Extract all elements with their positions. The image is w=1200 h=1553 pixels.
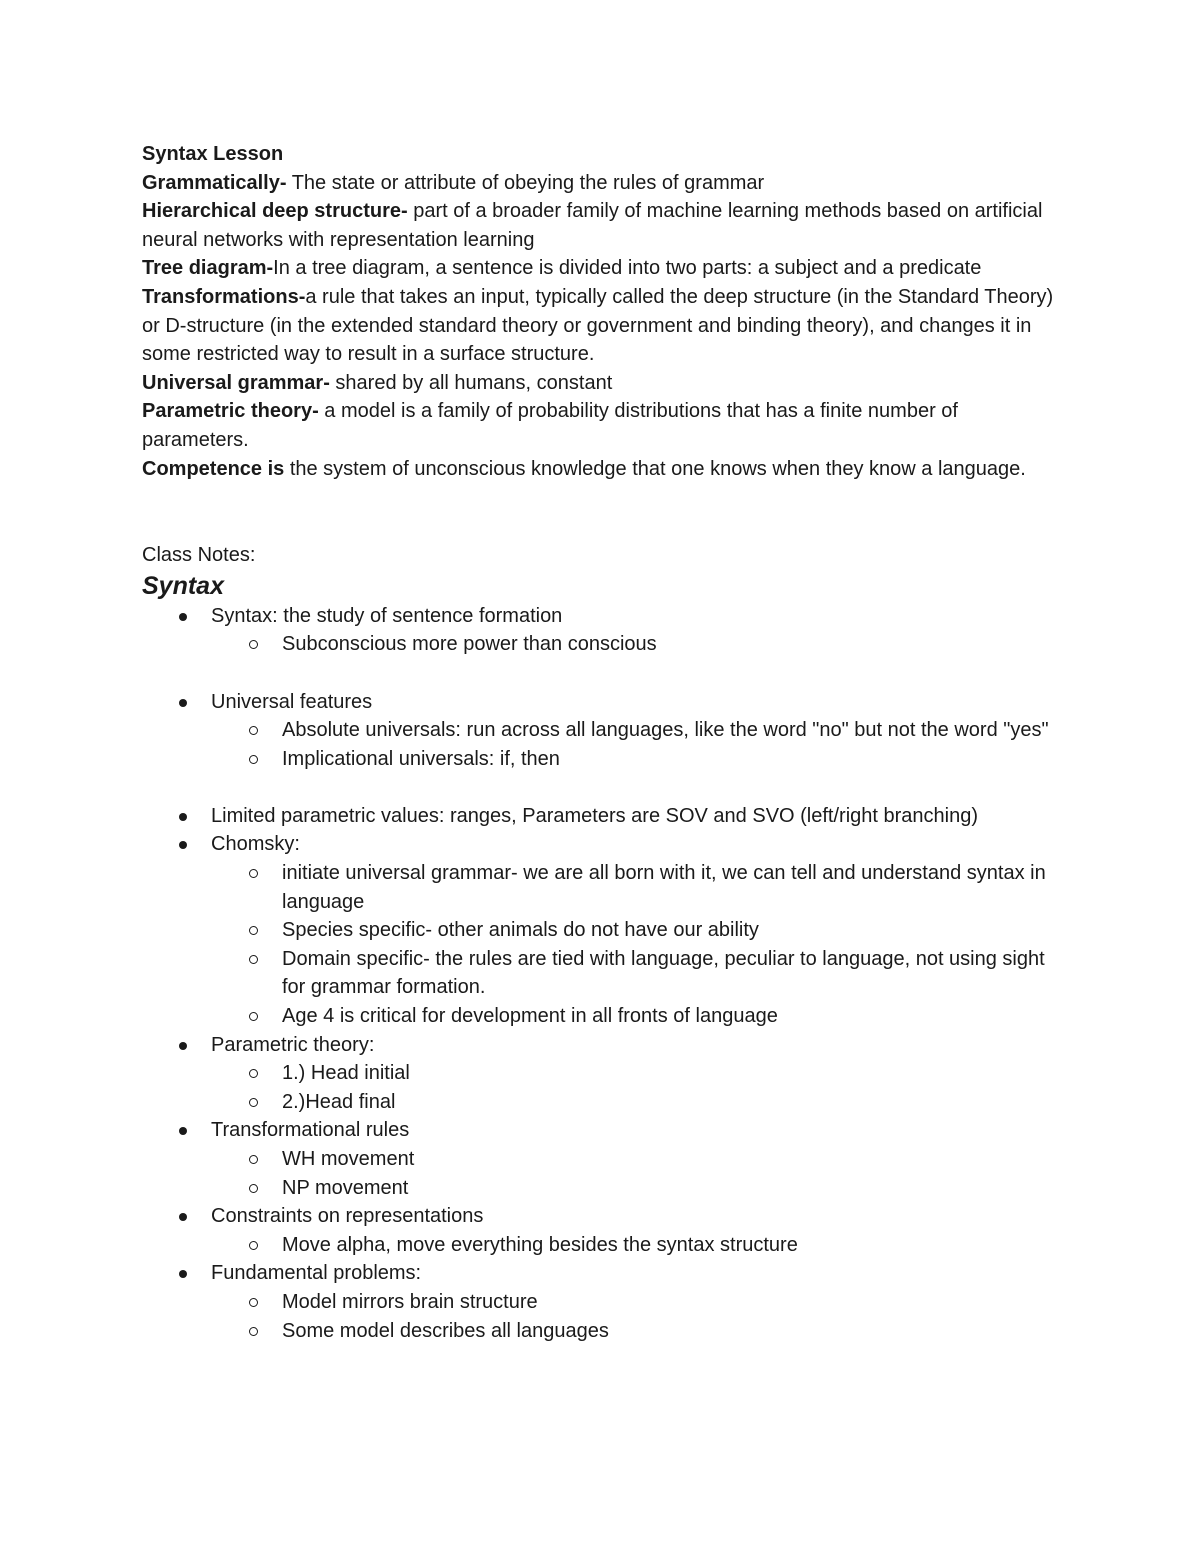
definition-text: a model is a family of probability distributions that has a finite number of parameters. [142, 400, 958, 451]
sub-list-item [211, 1174, 1062, 1203]
sub-list-item [211, 916, 1062, 945]
sub-list [211, 1231, 1062, 1260]
hollow-bullet-icon [249, 726, 258, 735]
definition-text: a rule that takes an input, typically called the deep structure (in the Standard Theory) or D-structure (in the extended standard theory or government and binding theory), and changes it in some restricted way to result in a surface structure. [142, 285, 1054, 366]
definition-text: part of a broader family of machine learning methods based on artificial neural networks with representation learning [142, 200, 1043, 251]
list-item [142, 1259, 1062, 1345]
hollow-bullet-icon [249, 1098, 258, 1107]
sub-list-item [211, 745, 1062, 774]
definition-transformations [142, 283, 1062, 369]
class-notes-label: Class Notes: [142, 544, 256, 567]
list-item [142, 688, 1062, 774]
sub-list-item [211, 630, 1062, 659]
definition-term: Hierarchical deep structure- [142, 200, 408, 223]
sub-list-item [211, 1317, 1062, 1346]
hollow-bullet-icon [249, 1327, 258, 1336]
sub-list-item-text: Domain specific- the rules are tied with language, peculiar to language, not using sight for grammar formation. [282, 947, 1045, 999]
hollow-bullet-icon [249, 1298, 258, 1307]
sub-list-item-text: Age 4 is critical for development in all fronts of language [282, 1005, 778, 1028]
sub-list-item-text: Subconscious more power than conscious [282, 633, 657, 656]
filled-bullet-icon [179, 1270, 187, 1278]
definition-text: In a tree diagram, a sentence is divided into two parts: a subject and a predicate [273, 257, 982, 280]
sub-list [211, 716, 1062, 773]
sub-list-item [211, 1288, 1062, 1317]
list-item [142, 802, 1062, 831]
filled-bullet-icon [179, 613, 187, 621]
list-item [142, 830, 1062, 1030]
definition-term: Grammatically- [142, 171, 287, 194]
definition-term: Universal grammar- [142, 371, 330, 394]
list-item-text: Parametric theory: [211, 1033, 375, 1056]
section-title: Syntax [142, 571, 224, 600]
sub-list-item-text: Species specific- other animals do not have our ability [282, 919, 759, 942]
definition-parametric-theory [142, 397, 1062, 454]
definition-text: the system of unconscious knowledge that one knows when they know a language. [284, 457, 1026, 480]
filled-bullet-icon [179, 1042, 187, 1050]
sub-list [211, 1145, 1062, 1202]
filled-bullet-icon [179, 841, 187, 849]
hollow-bullet-icon [249, 1184, 258, 1193]
hollow-bullet-icon [249, 926, 258, 935]
sub-list [211, 859, 1062, 1031]
sub-list-item-text: initiate universal grammar- we are all born with it, we can tell and understand syntax in language [282, 862, 1046, 913]
sub-list-item [211, 1231, 1062, 1260]
list-item-text: Transformational rules [211, 1119, 410, 1142]
sub-list [211, 630, 1062, 659]
sub-list-item-text: Some model describes all languages [282, 1319, 609, 1342]
filled-bullet-icon [179, 699, 187, 707]
sub-list-item [211, 859, 1062, 916]
lesson-title: Syntax Lesson [142, 143, 284, 165]
sub-list [211, 1288, 1062, 1345]
sub-list-item [211, 1059, 1062, 1088]
list-item [142, 1202, 1062, 1259]
definition-universal-grammar [142, 369, 1062, 398]
sub-list [211, 1059, 1062, 1116]
definition-tree-diagram [142, 254, 1062, 283]
sub-list-item-text: Implicational universals: if, then [282, 747, 560, 770]
list-item [142, 1116, 1062, 1202]
filled-bullet-icon [179, 1127, 187, 1135]
definition-term: Competence is [142, 457, 285, 480]
sub-list-item-text: NP movement [282, 1176, 409, 1199]
hollow-bullet-icon [249, 1155, 258, 1164]
list-item-text: Universal features [211, 690, 373, 713]
definition-term: Parametric theory- [142, 400, 319, 423]
sub-list-item-text: Absolute universals: run across all languages, like the word "no" but not the word "yes" [282, 719, 1049, 742]
hollow-bullet-icon [249, 640, 258, 649]
sub-list-item-text: WH movement [282, 1148, 415, 1170]
definition-term: Tree diagram- [142, 257, 274, 280]
list-item-text: Chomsky: [211, 833, 300, 856]
hollow-bullet-icon [249, 1241, 258, 1250]
sub-list-item [211, 1088, 1062, 1117]
sub-list-item-text: Move alpha, move everything besides the syntax structure [282, 1233, 798, 1256]
hollow-bullet-icon [249, 1069, 258, 1078]
definition-term: Transformations- [142, 285, 306, 308]
list-item [142, 602, 1062, 659]
sub-list-item-text: 2.)Head final [282, 1090, 396, 1113]
hollow-bullet-icon [249, 955, 258, 964]
list-item-text: Constraints on representations [211, 1205, 484, 1228]
filled-bullet-icon [179, 813, 187, 821]
definition-grammatically [142, 169, 1062, 198]
definition-competence [142, 455, 1062, 484]
notes-list [142, 602, 1062, 1345]
sub-list-item-text: 1.) Head initial [282, 1062, 410, 1085]
sub-list-item-text: Model mirrors brain structure [282, 1290, 538, 1313]
sub-list-item [211, 716, 1062, 745]
list-item-text: Syntax: the study of sentence formation [211, 604, 563, 627]
definition-hierarchical-deep-structure [142, 197, 1062, 254]
list-item-text: Limited parametric values: ranges, Parameters are SOV and SVO (left/right branching) [211, 804, 979, 827]
definition-text: The state or attribute of obeying the rules of grammar [286, 171, 765, 194]
list-item-text: Fundamental problems: [211, 1262, 422, 1285]
sub-list-item [211, 945, 1062, 1002]
hollow-bullet-icon [249, 869, 258, 878]
list-item [142, 1031, 1062, 1117]
hollow-bullet-icon [249, 1012, 258, 1021]
filled-bullet-icon [179, 1213, 187, 1221]
sub-list-item [211, 1002, 1062, 1031]
hollow-bullet-icon [249, 755, 258, 764]
spacer [142, 483, 1062, 541]
document-page [142, 140, 1062, 1345]
definition-text: shared by all humans, constant [329, 371, 613, 394]
sub-list-item [211, 1145, 1062, 1174]
